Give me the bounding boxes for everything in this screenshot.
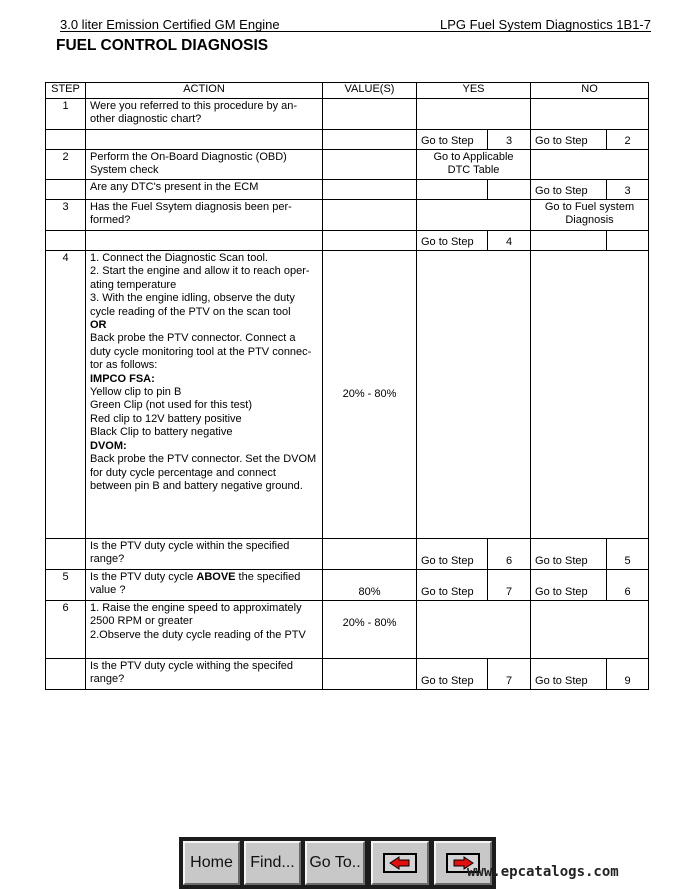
action-line: Back probe the PTV connector. Connect a duty cycle monitoring tool at the PTV connec-tor as follows: [90,332,312,372]
header-section-title: LPG Fuel System Diagnostics 1B1-7 [440,17,651,32]
step-action: Is the PTV duty cycle ABOVE the specified value ? [86,570,323,601]
action-line: Red clip to 12V battery positive [90,412,242,425]
no-go-to: Go to Step [531,539,607,570]
no-step-number: 2 [607,130,649,150]
step-number: 4 [46,251,86,539]
yes-cell: Go to Applicable DTC Table [417,150,531,180]
step-action [86,601,323,659]
yes-step-number: 4 [488,231,531,251]
table-row [46,99,649,130]
table-row [46,659,649,690]
step-action: Are any DTC's present in the ECM [86,180,323,200]
action-line: 2. Start the engine and allow it to reach oper-ating temperature [90,265,310,291]
yes-step-number: 6 [488,539,531,570]
yes-go-to: Go to Step [417,130,488,150]
table-row [46,570,649,601]
no-cell: Go to Fuel system Diagnosis [531,200,649,231]
step-value [323,200,417,231]
table-row [46,150,649,180]
table-row [46,231,649,251]
action-line: Green Clip (not used for this test) [90,399,253,412]
yes-cell [417,99,531,130]
step-number: 2 [46,150,86,180]
no-go-to: Go to Step [531,180,607,200]
action-line: IMPCO FSA: [90,372,155,385]
step-action: Has the Fuel Ssytem diagnosis been per-formed? [86,200,323,231]
no-cell [531,99,649,130]
col-step: STEP [46,83,86,99]
step-value [323,150,417,180]
action-line: 3. With the engine idling, observe the duty cycle reading of the PTV on the scan tool [90,292,295,318]
yes-step-number: 7 [488,659,531,690]
no-cell [531,601,649,659]
yes-go-to: Go to Step [417,570,488,601]
step-action: Perform the On-Board Diagnostic (OBD) System check [86,150,323,180]
step-value [323,99,417,130]
step-action: Is the PTV duty cycle withing the specifed range? [86,659,323,690]
yes-cell [417,251,531,539]
col-action: ACTION [86,83,323,99]
yes-go-to: Go to Step [417,231,488,251]
action-line: OR [90,319,107,332]
page-title: FUEL CONTROL DIAGNOSIS [56,37,269,54]
yes-cell [417,200,531,231]
arrow-left-icon [383,853,417,873]
no-go-to: Go to Step [531,130,607,150]
action-line: Yellow clip to pin B [90,386,182,399]
yes-step-number: 3 [488,130,531,150]
header-rule [60,31,651,32]
step-number: 6 [46,601,86,659]
watermark: www.epcatalogs.com [467,864,619,880]
no-go-to: Go to Step [531,659,607,690]
no-step-number: 6 [607,570,649,601]
step-action: Were you referred to this procedure by an-other diagnostic chart? [86,99,323,130]
yes-go-to: Go to Step [417,659,488,690]
find-button[interactable]: Find... [244,841,301,885]
no-cell [531,150,649,180]
col-yes: YES [417,83,531,99]
action-line: Black Clip to battery negative [90,426,233,439]
action-line: 1. Raise the engine speed to approximately 2500 RPM or greater [90,602,302,628]
home-button[interactable]: Home [183,841,240,885]
no-step-number: 9 [607,659,649,690]
no-step-number: 3 [607,180,649,200]
table-row [46,251,649,539]
step-number: 1 [46,99,86,130]
action-line: 2.Observe the duty cycle reading of the PTV [90,628,306,641]
step-value: 20% - 80% [323,601,417,659]
no-step-number: 5 [607,539,649,570]
step-action [86,251,323,539]
step-number: 3 [46,200,86,231]
header-manual-title: 3.0 liter Emission Certified GM Engine [60,17,280,32]
step-value: 80% [323,570,417,601]
col-values: VALUE(S) [323,83,417,99]
diagnosis-table [45,82,649,690]
table-row [46,180,649,200]
action-line: DVOM: [90,439,127,452]
action-line: Back probe the PTV connector. Set the DVOM for duty cycle percentage and connect between pin B and battery negative ground. [90,453,317,492]
col-no: NO [531,83,649,99]
table-row [46,200,649,231]
action-line: 1. Connect the Diagnostic Scan tool. [90,252,268,264]
step-number: 5 [46,570,86,601]
no-go-to: Go to Step [531,570,607,601]
table-row [46,539,649,570]
navigation-bar [179,837,496,889]
table-row [46,130,649,150]
yes-go-to: Go to Step [417,539,488,570]
yes-cell [417,601,531,659]
back-button[interactable] [371,841,429,885]
no-cell [531,251,649,539]
table-row [46,601,649,659]
go-to-button[interactable]: Go To.. [305,841,365,885]
step-action: Is the PTV duty cycle within the specified range? [86,539,323,570]
step-value: 20% - 80% [323,251,417,539]
table-header-row [46,83,649,99]
yes-step-number: 7 [488,570,531,601]
